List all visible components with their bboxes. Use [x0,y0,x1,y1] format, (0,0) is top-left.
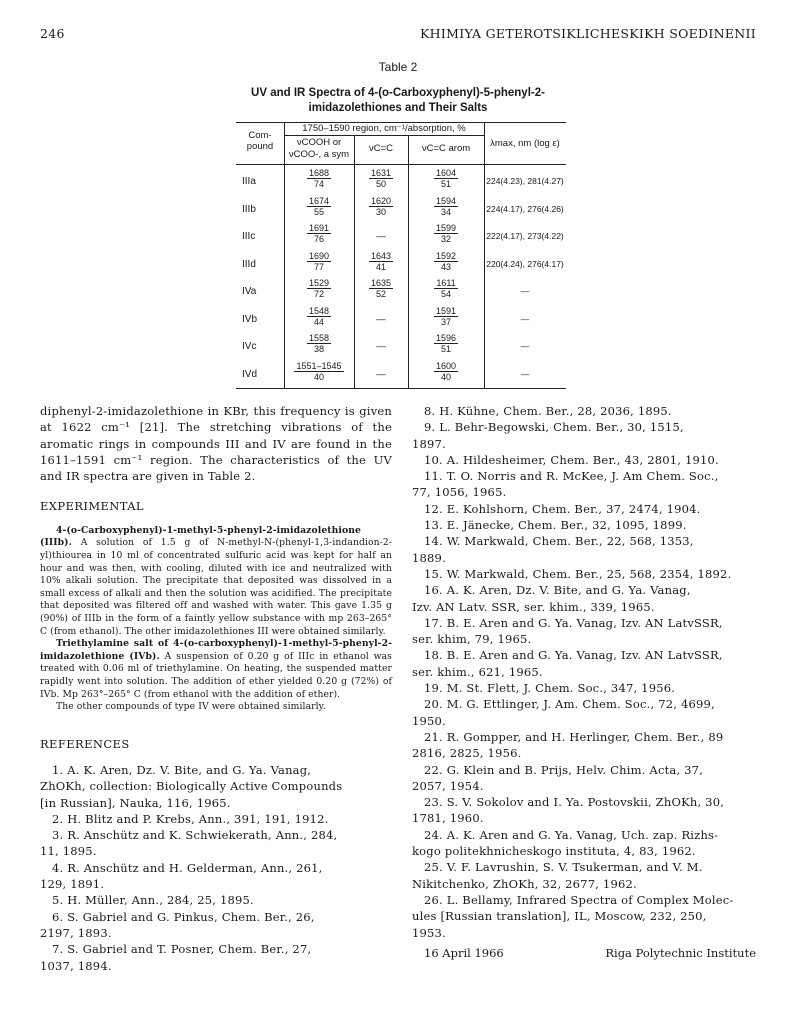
arom-cell [408,306,484,328]
experimental-paragraph-2 [40,638,392,701]
reference-line: 1950. [412,713,446,728]
arom-absorption: 51 [440,179,451,189]
reference-item [412,419,756,452]
reference-line: 20. M. G. Ettlinger, J. Am. Chem. Soc., 72, 4699, [424,697,715,712]
arom-absorption: 34 [440,206,451,217]
table-row [236,168,566,195]
arom-cell [408,333,484,355]
arom-absorption: 32 [440,234,451,244]
arom-cell [408,361,484,383]
reference-item [412,859,756,892]
arom-cell [408,223,484,245]
reference-item [412,892,756,941]
col-cooh-header-1: νCOOH or [296,137,342,148]
arom-wavenumber: 1591 [435,305,457,316]
arom-cell [408,196,484,218]
reference-item [412,582,756,615]
table-row [236,278,566,305]
arom-wavenumber: 1611 [436,278,456,288]
reference-line: 5. H. Müller, Ann., 284, 25, 1895. [52,893,254,908]
intro-paragraph: diphenyl-2-imidazolethione in KBr, this frequency is given at 1622 cm⁻¹ [21]. The stretching vibrations of the aromatic rings in compounds III and IV are found in the 1611–1591 cm⁻¹ region. The characteristics of the UV and IR spectra are given in Table 2. [40,404,392,484]
cc-cell-empty: — [376,368,386,380]
cooh-absorption: 44 [313,316,324,327]
reference-line: 2197, 1893. [40,925,112,940]
cc-absorption: 41 [375,261,386,272]
reference-line: 17. B. E. Aren and G. Ya. Vanag, Izv. AN LatvSSR, [424,615,723,630]
compound-cell: IVa [242,286,257,297]
reference-line: 9. L. Behr-Begowski, Chem. Ber., 30, 1515, [424,420,684,435]
reference-line: 25. V. F. Lavrushin, S. V. Tsukerman, and V. M. [424,860,703,875]
cooh-absorption: 76 [313,234,324,244]
reference-line: 7. S. Gabriel and T. Posner, Chem. Ber., 27, [52,942,312,957]
compound-cell: IIIc [242,231,256,242]
reference-item [412,827,756,860]
cooh-wavenumber: 1690 [308,250,330,261]
cooh-cell [284,196,354,218]
cooh-absorption: 40 [313,371,324,382]
table-title [210,86,586,116]
reference-line: 1889. [412,550,446,565]
compound-cell: IIIb [242,203,256,215]
reference-item [40,762,392,811]
arom-absorption: 37 [440,316,451,327]
col-cc-header: νC=C [368,143,394,154]
reference-line: 3. R. Anschütz and K. Schwiekerath, Ann., 284, [52,828,338,843]
reference-item [412,533,756,566]
arom-absorption: 43 [440,261,451,272]
reference-line: 11. T. O. Norris and R. McKee, J. Am Chem. Soc., [424,469,719,484]
arom-wavenumber: 1594 [435,195,457,206]
col-compound-header: Com- pound [246,130,274,152]
reference-line: ser. khim, 79, 1965. [412,632,532,647]
spectra-table [236,122,566,390]
reference-line: 11, 1895. [40,844,97,859]
reference-line: Nikitchenko, ZhOKh, 32, 2677, 1962. [412,876,637,891]
institute: Riga Polytechnic Institute [605,946,756,960]
cooh-cell [284,168,354,190]
reference-line: 2816, 2825, 1956. [412,746,522,761]
reference-line: 2. H. Blitz and P. Krebs, Ann., 391, 191, 1912. [52,811,329,826]
arom-cell [408,251,484,273]
reference-line: 21. R. Gompper, and H. Herlinger, Chem. Ber., 89 [424,729,724,744]
experimental-paragraph-1 [40,525,392,638]
reference-line: Izv. AN Latv. SSR, ser. khim., 339, 1965. [412,599,655,614]
reference-item [40,860,392,893]
exp1-body: A solution of 1.5 g of N-methyl-N-(phenyl-1,3-indandion-2-yl)thiourea in 10 ml of concentrated sulfuric acid was kept for half an hour and was then, with cooling, diluted with ice and neutralized with 10% alkali solution. The precipitate that deposited was dissolved in a small excess of alkali and then the solution was acidified. The precipitate that deposited was filtered off and washed with water. This gave 1.35 g (90%) of IIIb in the form of a faintly yellow substance with mp 263–265° C (from ethanol). The other imidazolethiones III were obtained similarly. [40,537,392,637]
cooh-absorption: 55 [313,206,324,217]
lambda-cell: 224(4.17), 276(4.26) [486,203,564,214]
cc-cell [354,251,408,273]
arom-cell [408,168,484,190]
reference-item [412,615,756,648]
reference-line: 1037, 1894. [40,958,112,973]
col-arom-header: νC=C arom [421,143,471,154]
reference-line: 26. L. Bellamy, Infrared Spectra of Complex Molec- [424,892,734,907]
cooh-cell [284,278,354,300]
reference-line: kogo politekhnicheskogo instituta, 4, 83, 1962. [412,844,696,859]
cc-absorption: 30 [375,206,386,217]
compound-cell: IVc [242,341,257,352]
cooh-absorption: 77 [313,261,324,272]
table-row [236,223,566,250]
compound-cell: IVb [242,313,258,325]
table-row [236,306,566,333]
lambda-cell: — [520,313,530,324]
exp1-title: 4-(o-Carboxyphenyl)-1-methyl-5-phenyl-2-imidazolethione (IIIb). [40,524,361,549]
cooh-cell [284,333,354,355]
table-caption: Table 2 [378,60,418,74]
page-number: 246 [40,26,65,41]
reference-line: 1953. [412,925,446,940]
table-row [236,251,566,278]
cc-cell [354,196,408,218]
cooh-wavenumber: 1674 [308,195,330,206]
col-cooh-header-2: νCOO-, a sym [288,149,350,160]
cooh-absorption: 72 [313,289,324,299]
experimental-heading: EXPERIMENTAL [40,499,144,514]
references-heading: REFERENCES [40,736,130,751]
reference-item [40,811,392,827]
references-list-right [412,403,756,941]
reference-line: ser. khim., 621, 1965. [412,664,543,679]
journal-title: KHIMIYA GETEROTSIKLICHESKIKH SOEDINENII [420,26,756,41]
lambda-cell: — [520,341,530,351]
cooh-wavenumber: 1688 [308,168,330,178]
table-row [236,333,566,360]
reference-line: 24. A. K. Aren and G. Ya. Vanag, Uch. zap. Rizhs- [424,827,719,842]
reference-item [412,696,756,729]
compound-cell: IVd [242,368,258,380]
lambda-cell: 222(4.17), 273(4.22) [486,231,564,241]
arom-absorption: 40 [440,371,451,382]
reference-line: 1. A. K. Aren, Dz. V. Bite, and G. Ya. Vanag, [52,762,312,777]
reference-item [412,762,756,795]
cooh-absorption: 74 [313,179,324,189]
reference-line: 16. A. K. Aren, Dz. V. Bite, and G. Ya. Vanag, [424,583,691,598]
references-list-left [40,762,392,974]
reference-line: 8. H. Kühne, Chem. Ber., 28, 2036, 1895. [424,404,672,418]
reference-item [40,941,392,974]
lambda-cell: — [520,368,530,379]
reference-line: 19. M. St. Flett, J. Chem. Soc., 347, 1956. [424,681,676,696]
cc-cell-empty: — [376,341,386,352]
lambda-cell: 224(4.23), 281(4.27) [486,176,564,186]
reference-line: 14. W. Markwald, Chem. Ber., 22, 568, 1353, [424,534,694,549]
reference-item [412,794,756,827]
arom-absorption: 54 [440,289,451,299]
reference-line: 15. W. Markwald, Chem. Ber., 25, 568, 2354, 1892. [424,566,732,581]
reference-line: 129, 1891. [40,877,105,892]
compound-cell: IIId [242,258,256,270]
reference-line: 4. R. Anschütz and H. Gelderman, Ann., 261, [52,860,323,875]
reference-item [40,909,392,942]
reference-line: [in Russian], Nauka, 116, 1965. [40,795,231,810]
reference-item [412,517,756,533]
cc-wavenumber: 1620 [370,195,392,206]
cc-cell [354,168,408,190]
table-row [236,361,566,388]
reference-item [412,468,756,501]
experimental-paragraph-3: The other compounds of type IV were obtained similarly. [56,701,326,713]
cooh-wavenumber: 1529 [308,278,330,288]
cooh-cell [284,306,354,328]
arom-wavenumber: 1600 [435,360,457,371]
cc-absorption: 52 [375,289,386,299]
table-title-line2: imidazolethiones and Their Salts [308,102,488,114]
cooh-cell [284,251,354,273]
reference-item [412,566,756,582]
reference-line: 10. A. Hildesheimer, Chem. Ber., 43, 2801, 1910. [424,452,719,467]
reference-line: 22. G. Klein and B. Prijs, Helv. Chim. Acta, 37, [424,762,704,777]
cooh-cell [284,361,354,383]
reference-line: 13. E. Jänecke, Chem. Ber., 32, 1095, 1899. [424,518,687,533]
col-lambda-header: λmax, nm (log ε) [490,138,560,149]
reference-item [40,892,392,908]
reference-item [412,501,756,517]
reference-line: 23. S. V. Sokolov and I. Ya. Postovskii, ZhOKh, 30, [424,795,725,810]
reference-item [412,452,756,468]
cooh-cell [284,223,354,245]
reference-line: 18. B. E. Aren and G. Ya. Vanag, Izv. AN LatvSSR, [424,648,723,663]
lambda-cell: 220(4.24), 276(4.17) [486,258,564,269]
reference-line: 1897. [412,436,446,451]
cc-wavenumber: 1631 [370,168,392,178]
cooh-wavenumber: 1691 [308,223,330,233]
arom-wavenumber: 1592 [435,250,457,261]
reference-item [412,729,756,762]
arom-absorption: 51 [440,344,451,354]
table-row [236,196,566,223]
arom-wavenumber: 1599 [435,223,457,233]
table-title-line1: UV and IR Spectra of 4-(o-Carboxyphenyl)-5-phenyl-2- [251,87,545,99]
cc-cell-empty: — [376,231,386,242]
reference-line: 77, 1056, 1965. [412,485,507,500]
reference-line: 6. S. Gabriel and G. Pinkus, Chem. Ber., 26, [52,909,315,924]
left-column [40,403,392,974]
received-date: 16 April 1966 [424,946,504,960]
cooh-absorption: 38 [313,344,324,354]
arom-wavenumber: 1604 [435,168,457,178]
exp2-body: A suspension of 0.20 g of IIIc in ethanol was treated with 0.06 ml of triethylamine. On heating, the suspended matter rapidly went into solution. The addition of ether yielded 0.20 g (72%) of IVb. Mp 263°–265° C (from ethanol with the addition of ether). [40,650,392,700]
reference-item [412,647,756,680]
cc-wavenumber: 1643 [370,250,392,261]
cc-cell-empty: — [376,313,386,325]
cc-absorption: 50 [375,179,386,189]
reference-item [412,403,756,419]
exp2-title: Triethylamine salt of 4-(o-carboxyphenyl)-1-methyl-5-phenyl-2-imidazolethione (IVb). [40,638,392,662]
lambda-cell: — [520,286,530,296]
reference-item [40,827,392,860]
compound-cell: IIIa [242,176,256,187]
cooh-wavenumber: 1551–1545 [296,360,342,371]
cooh-wavenumber: 1548 [308,305,330,316]
cc-wavenumber: 1635 [370,278,392,288]
reference-item [412,680,756,696]
cooh-wavenumber: 1558 [308,333,330,343]
cc-cell [354,278,408,300]
col-region-header: 1750–1590 region, cm⁻¹/absorption, % [302,123,466,134]
reference-line: ules [Russian translation], IL, Moscow, 232, 250, [412,909,707,924]
reference-line: ZhOKh, collection: Biologically Active Compounds [40,779,343,794]
reference-line: 2057, 1954. [412,778,484,793]
reference-line: 1781, 1960. [412,811,484,826]
reference-line: 12. E. Kohlshorn, Chem. Ber., 37, 2474, 1904. [424,501,701,516]
arom-cell [408,278,484,300]
arom-wavenumber: 1596 [435,333,457,343]
right-column [412,403,756,941]
